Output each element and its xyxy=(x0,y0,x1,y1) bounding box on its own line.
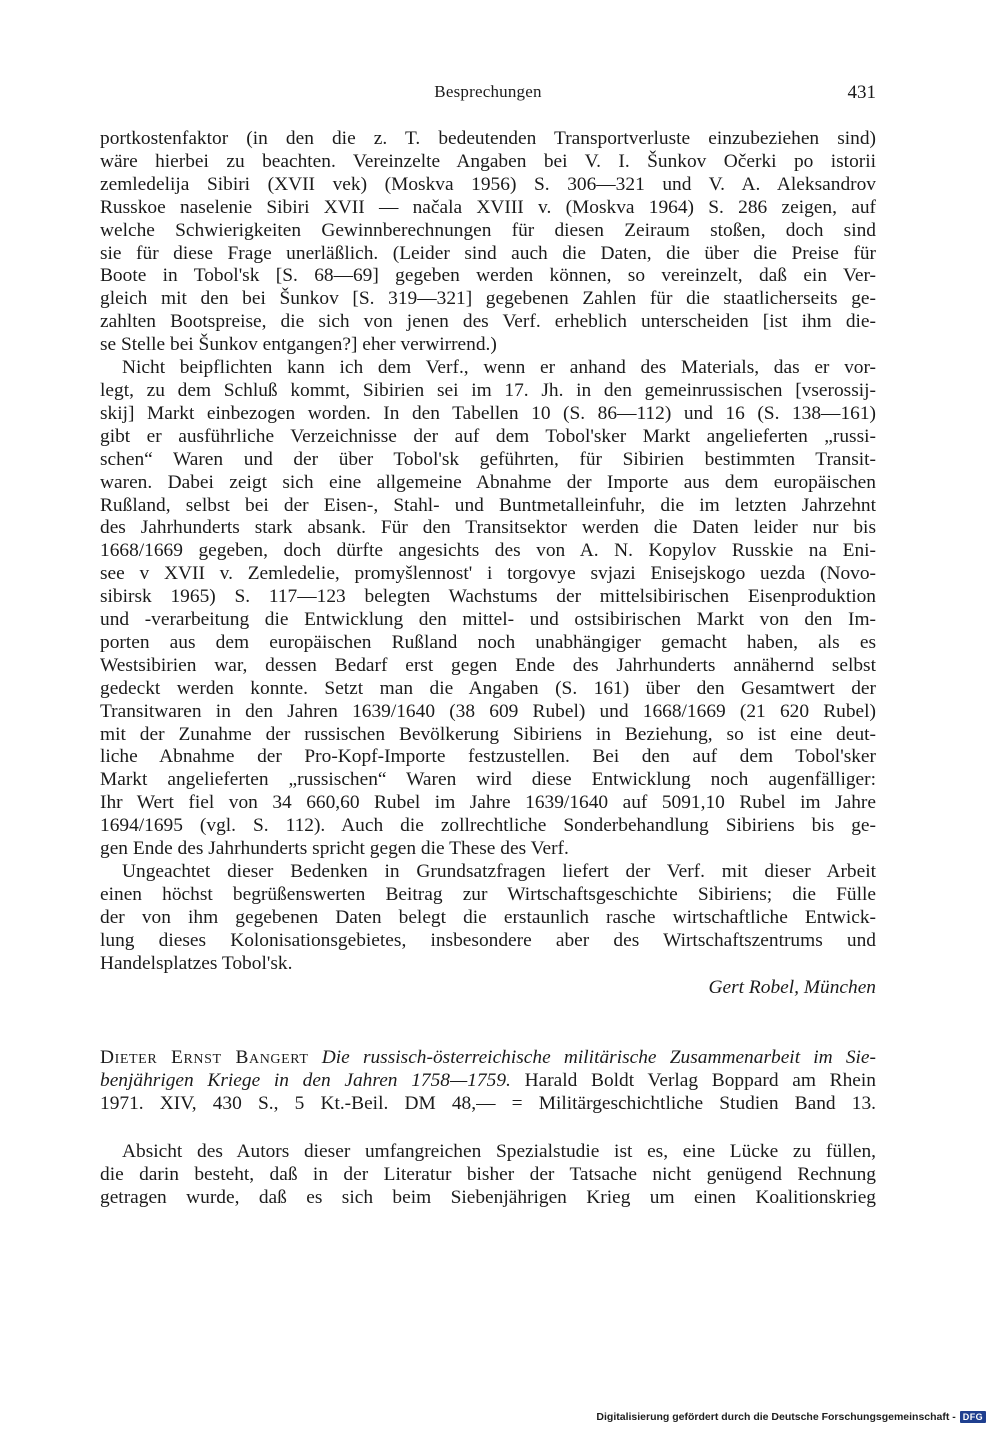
text-line: wäre hierbei zu beachten. Vereinzelte Angaben bei V. I. Šunkov Očerki po istorii xyxy=(100,150,876,172)
text-line: Boote in Tobol'sk [S. 68—69] gegeben werden können, so vereinzelt, daß ein Ver- xyxy=(100,265,876,287)
text-line: zemledelija Sibiri (XVII vek) (Moskva 1956) S. 306—321 und V. A. Aleksandrov xyxy=(100,173,876,195)
review-1 xyxy=(100,128,876,999)
text-line: gibt er ausführliche Verzeichnisse der auf dem Tobol'sker Markt angelieferten „russi- xyxy=(100,425,876,447)
citation-line xyxy=(100,1070,876,1093)
text-line: gleich mit den bei Šunkov [S. 319—321] gegebenen Zahlen für die staatlicherseits ge- xyxy=(100,288,876,310)
dfg-logo: DFG xyxy=(960,1411,986,1423)
digitization-credit xyxy=(596,1411,986,1423)
running-title: Besprechungen xyxy=(434,82,542,101)
text-line: der von ihm gegebenen Daten belegt die erstaunlich rasche wirtschaftliche Entwick- xyxy=(100,906,876,928)
text-line: schen“ Waren und der über Tobol'sk geführten, für Sibirien bestimmten Transit- xyxy=(100,448,876,470)
text-line: sie für diese Frage unerläßlich. (Leider sind auch die Daten, die über die Preise für xyxy=(100,242,876,264)
text-line: Russkoe naselenie Sibiri XVII — načala XVIII v. (Moskva 1964) S. 286 zeigen, auf xyxy=(100,196,876,218)
text-line: des Jahrhunderts stark absank. Für den Transitsektor werden die Daten leider nur bis xyxy=(100,517,876,539)
text-line: Rußland, selbst bei der Eisen-, Stahl- und Buntmetalleinfuhr, die im letzten Jahrzehnt xyxy=(100,494,876,516)
page-number: 431 xyxy=(847,82,876,103)
text-line: Nicht beipflichten kann ich dem Verf., wenn er anhand des Materials, das er vor- xyxy=(122,357,876,379)
text-line: zahlten Bootspreise, die sich von jenen des Verf. erheblich unterscheiden [ist ihm die- xyxy=(100,311,876,333)
book-author: Dieter Ernst Bangert xyxy=(100,1047,309,1069)
text-line: see v XVII v. Zemledelie, promyšlennost' i torgovye svjazi Enisejskogo uezda (Novo- xyxy=(100,563,876,585)
text-line: Handelsplatzes Tobol'sk. xyxy=(100,952,293,974)
reviewer-signature: Gert Robel, München xyxy=(708,976,876,998)
running-header xyxy=(100,82,876,106)
text-line: Absicht des Autors dieser umfangreichen Spezialstudie ist es, eine Lücke zu füllen, xyxy=(122,1141,876,1163)
text-line: welche Schwierigkeiten Gewinnberechnungen für diesen Zeiraum stoßen, doch sind xyxy=(100,219,876,241)
text-line: 1694/1695 (vgl. S. 112). Auch die zollrechtliche Sonderbehandlung Sibiriens bis ge- xyxy=(100,815,876,837)
book-title-continued: benjährigen Kriege in den Jahren 1758—1759. xyxy=(100,1070,511,1092)
text-line: 1668/1669 gegeben, doch dürfte angesichts des von A. N. Kopylov Russkie na Eni- xyxy=(100,540,876,562)
citation-line xyxy=(100,1047,876,1070)
text-line: mit der Zunahme der russischen Bevölkerung Sibiriens in Beziehung, so ist eine deut- xyxy=(100,723,876,745)
credit-text: Digitalisierung gefördert durch die Deutsche Forschungsgemeinschaft - xyxy=(596,1411,956,1423)
text-line: Westsibirien war, dessen Bedarf erst gegen Ende des Jahrhunderts annähernd selbst xyxy=(100,654,876,676)
text-line: liche Abnahme der Pro-Kopf-Importe festzustellen. Bei den auf dem Tobol'sker xyxy=(100,746,876,768)
text-line: lung dieses Kolonisationsgebietes, insbesondere aber des Wirtschaftszentrums und xyxy=(100,929,876,951)
text-line: skij] Markt einbezogen worden. In den Tabellen 10 (S. 86—112) und 16 (S. 138—161) xyxy=(100,402,876,424)
body-text xyxy=(100,128,876,1210)
text-line: gedeckt werden konnte. Setzt man die Angaben (S. 161) über den Gesamtwert der xyxy=(100,677,876,699)
book-title: Die russisch-österreichische militärische Zusammenarbeit im Sie- xyxy=(321,1047,876,1069)
text-line: Ihr Wert fiel von 34 660,60 Rubel im Jahre 1639/1640 auf 5091,10 Rubel im Jahre xyxy=(100,792,876,814)
text-line: und -verarbeitung die Entwicklung den mittel- und ostsibirischen Markt von den Im- xyxy=(100,609,876,631)
text-line: waren. Dabei zeigt sich eine allgemeine Abnahme der Importe aus dem europäischen xyxy=(100,471,876,493)
text-line: sibirsk 1965) S. 117—123 belegten Wachstums der mittelsibirischen Eisenproduktion xyxy=(100,586,876,608)
text-line: gen Ende des Jahrhunderts spricht gegen die These des Verf. xyxy=(100,838,569,860)
text-line: Markt angelieferten „russischen“ Waren wird diese Entwicklung noch augenfälliger: xyxy=(100,769,876,791)
text-line: portkostenfaktor (in den die z. T. bedeutenden Transportverluste einzubeziehen sind) xyxy=(100,128,876,149)
text-line: einen höchst begrüßenswerten Beitrag zur Wirtschaftsgeschichte Sibiriens; die Fülle xyxy=(100,883,876,905)
text-line: se Stelle bei Šunkov entgangen?] eher verwirrend.) xyxy=(100,334,497,356)
citation-line: 1971. XIV, 430 S., 5 Kt.-Beil. DM 48,— = Militärgeschichtliche Studien Band 13. xyxy=(100,1093,876,1115)
text-line: getragen wurde, daß es sich beim Siebenjährigen Krieg um einen Koalitionskrieg xyxy=(100,1186,876,1208)
text-line: legt, zu dem Schluß kommt, Sibirien sei im 17. Jh. in den gemeinrussischen [vserossij- xyxy=(100,379,876,401)
review-2-body xyxy=(100,1141,876,1210)
text-line: Transitwaren in den Jahren 1639/1640 (38 609 Rubel) und 1668/1669 (21 620 Rubel) xyxy=(100,700,876,722)
text-line: die darin besteht, daß in der Literatur bisher der Tatsache nicht genügend Rechnung xyxy=(100,1164,876,1186)
text-line: porten aus dem europäischen Rußland noch unabhängiger gemacht haben, als es xyxy=(100,631,876,653)
book-publisher: Harald Boldt Verlag Boppard am Rhein xyxy=(524,1070,876,1092)
review-2-heading xyxy=(100,1047,876,1116)
text-line: Ungeachtet dieser Bedenken in Grundsatzfragen liefert der Verf. mit dieser Arbeit xyxy=(122,861,876,882)
